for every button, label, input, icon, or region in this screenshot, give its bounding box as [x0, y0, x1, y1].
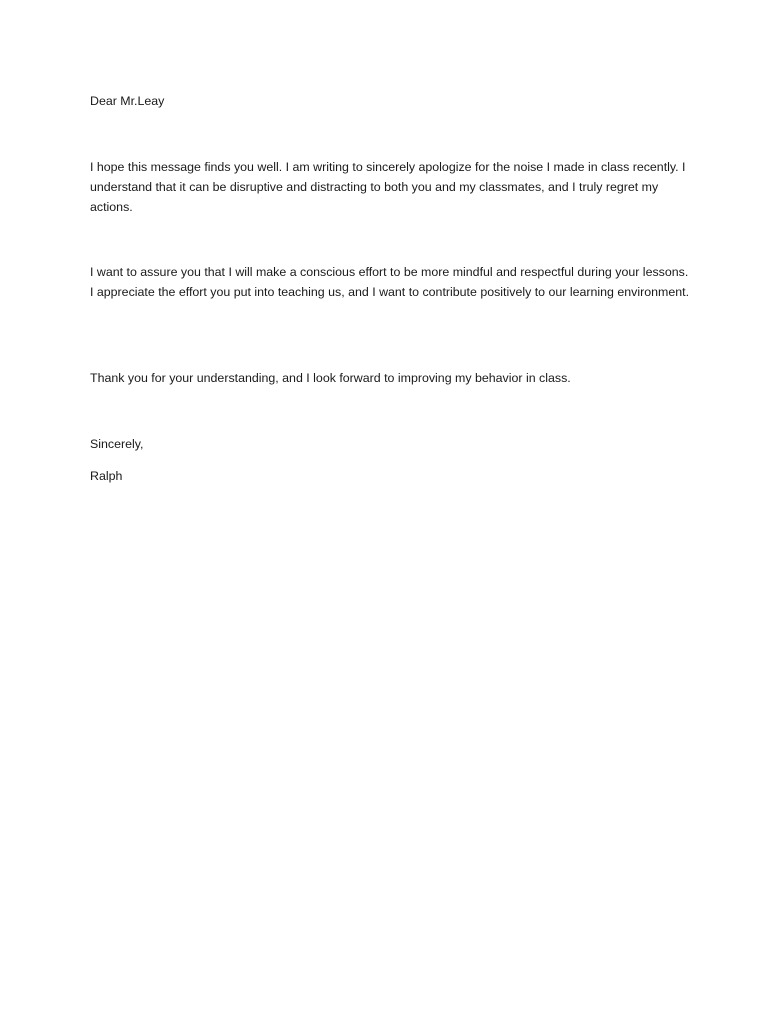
letter-greeting: Dear Mr.Leay	[90, 94, 165, 108]
letter-closing: Sincerely,	[90, 437, 144, 451]
letter-paragraph: I want to assure you that I will make a conscious effort to be more mindful and respectful during your lessons. I appreciate the effort you put into teaching us, and I want to contribute positively to our learning environment.	[90, 265, 690, 299]
letter-paragraph: I hope this message finds you well. I am writing to sincerely apologize for the noise I made in class recently. I understand that it can be disruptive and distracting to both you and my classmates, and I truly regret my actions.	[90, 160, 686, 214]
letter-signature: Ralph	[90, 469, 123, 483]
letter-paragraph: Thank you for your understanding, and I look forward to improving my behavior in class.	[90, 371, 571, 385]
